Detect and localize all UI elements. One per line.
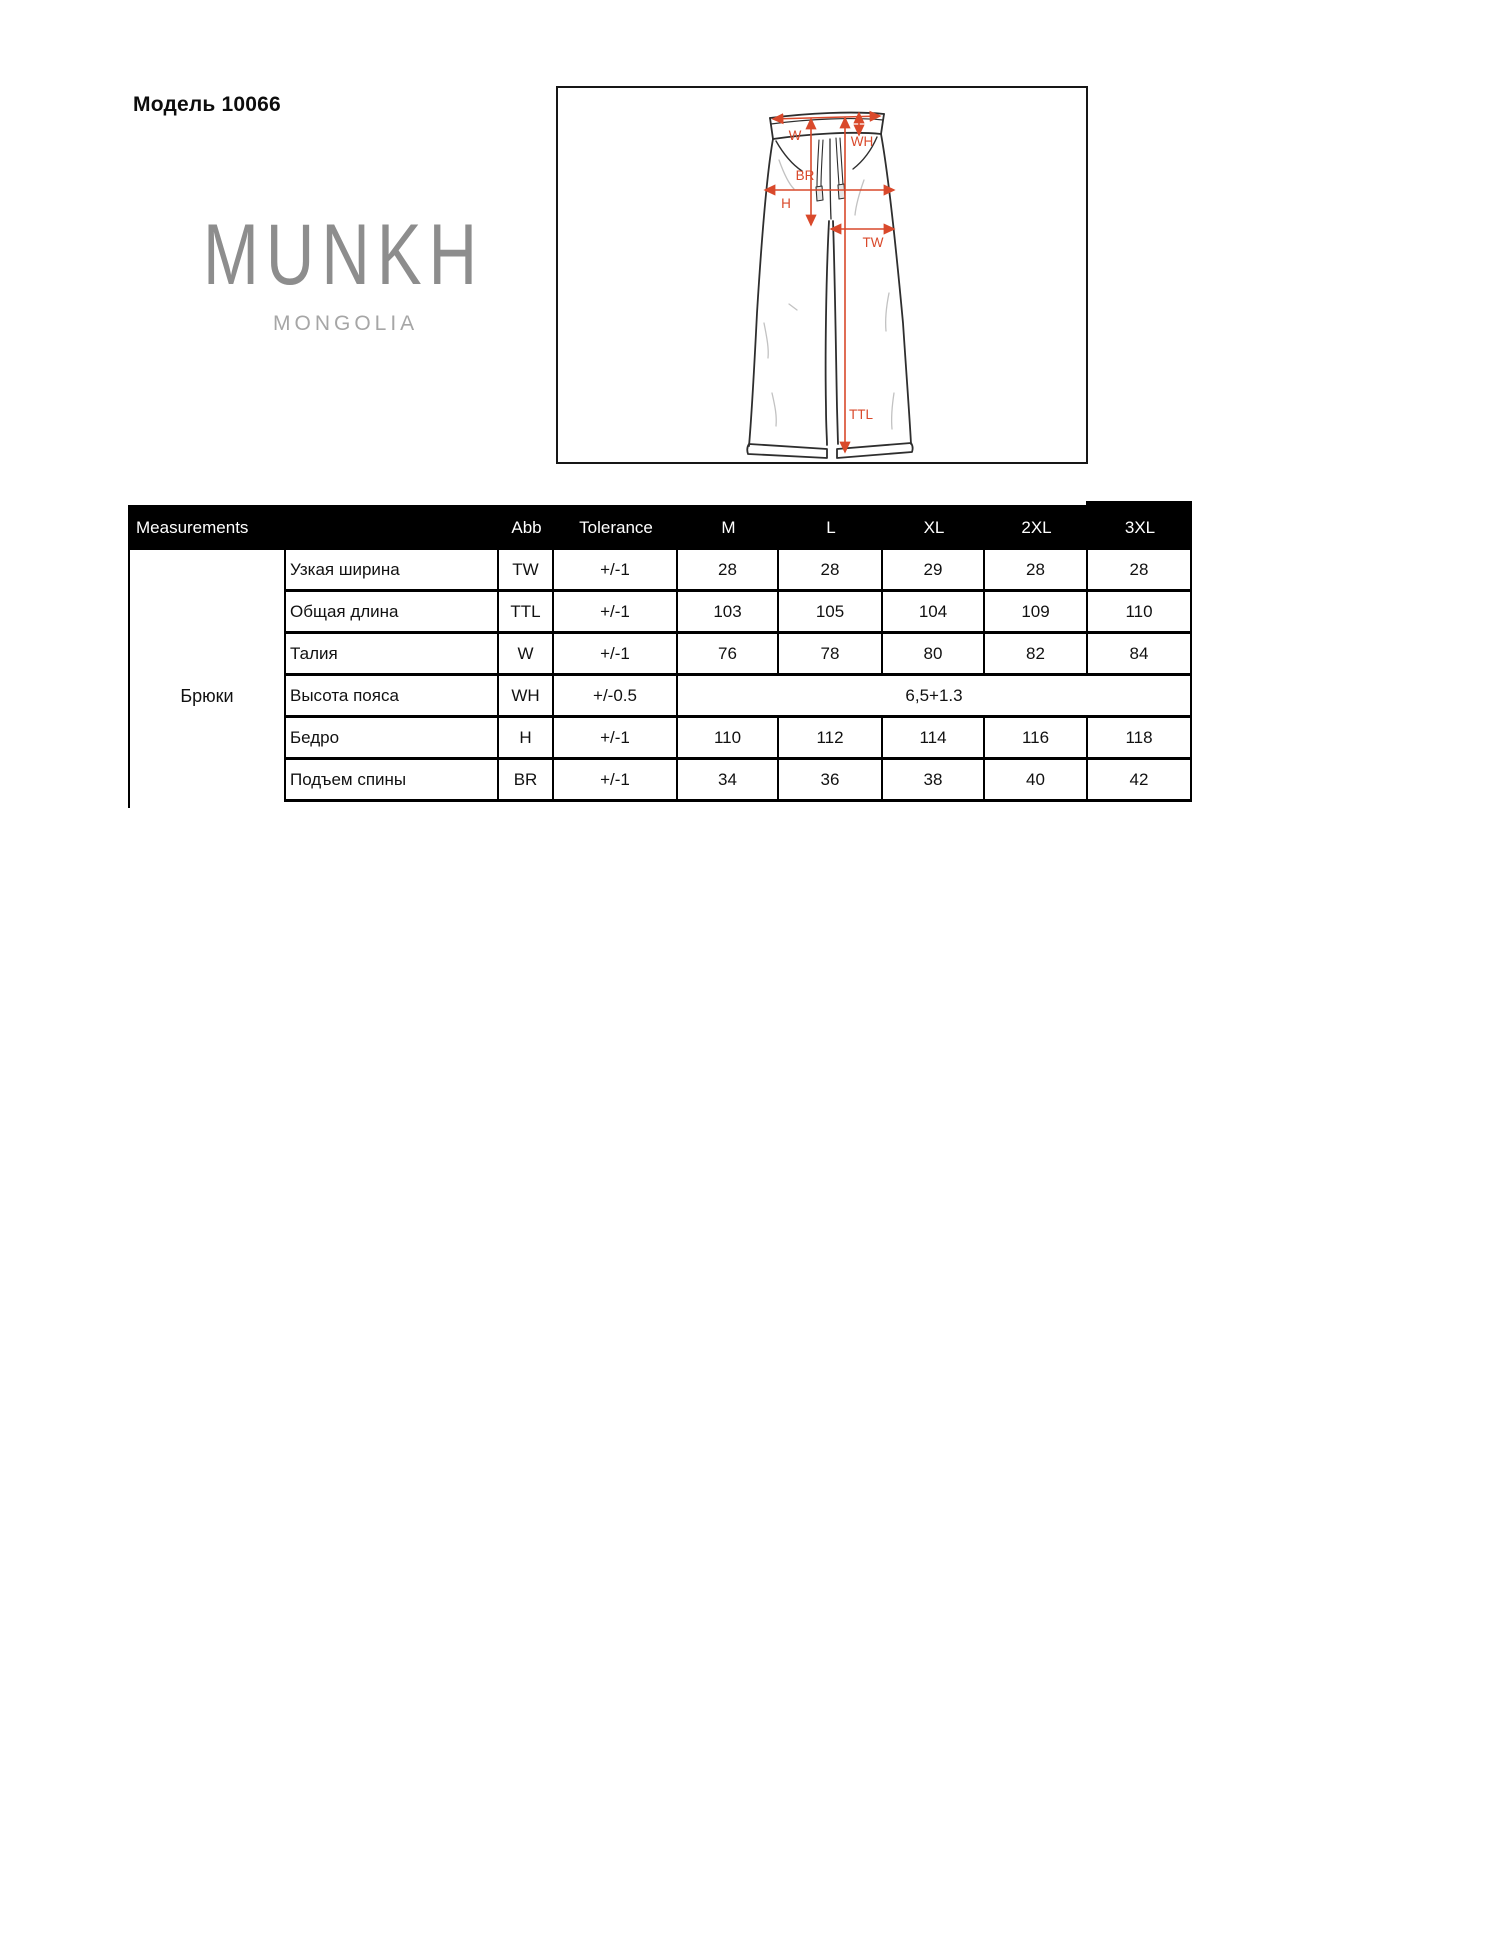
pants-sketch bbox=[558, 88, 1086, 462]
label-w: W bbox=[788, 128, 802, 143]
col-header-size-3xl: 3XL bbox=[1088, 505, 1192, 550]
measurement-tolerance: +/-1 bbox=[554, 550, 678, 592]
col-header-abb: Abb bbox=[511, 517, 542, 537]
label-h: H bbox=[781, 196, 791, 211]
measurement-tolerance: +/-1 bbox=[554, 760, 678, 802]
measurement-name: Узкая ширина bbox=[284, 550, 499, 592]
value-l: 112 bbox=[779, 718, 883, 760]
value-m: 34 bbox=[678, 760, 779, 802]
table-row bbox=[284, 634, 1192, 676]
table-row bbox=[284, 760, 1192, 802]
size-table bbox=[128, 505, 1192, 802]
col-header-size-xl: XL bbox=[923, 517, 945, 537]
label-wh: WH bbox=[850, 134, 874, 149]
brand-subtitle: MONGOLIA bbox=[273, 312, 419, 335]
pants-outline bbox=[747, 113, 912, 458]
col-header-tolerance: Tolerance bbox=[579, 517, 653, 537]
value-l: 105 bbox=[779, 592, 883, 634]
measurement-abb: TTL bbox=[499, 592, 554, 634]
measurement-name: Высота пояса bbox=[284, 676, 499, 718]
value-m: 103 bbox=[678, 592, 779, 634]
table-row bbox=[284, 592, 1192, 634]
measurement-tolerance: +/-1 bbox=[554, 634, 678, 676]
value-2xl: 116 bbox=[985, 718, 1088, 760]
measurement-tolerance: +/-1 bbox=[554, 718, 678, 760]
label-tw: TW bbox=[862, 235, 884, 250]
col-header-size-m: M bbox=[721, 517, 736, 537]
table-row bbox=[284, 550, 1192, 592]
table-row bbox=[284, 676, 1192, 718]
col-header-size-l: L bbox=[826, 517, 836, 537]
measurement-abb: H bbox=[499, 718, 554, 760]
measurement-abb: W bbox=[499, 634, 554, 676]
label-ttl: TTL bbox=[848, 407, 874, 422]
measurement-tolerance: +/-0.5 bbox=[554, 676, 678, 718]
measurement-labels bbox=[781, 128, 884, 422]
page-title: Модель 10066 bbox=[133, 93, 281, 116]
value-m: 110 bbox=[678, 718, 779, 760]
measurement-name: Подъем спины bbox=[284, 760, 499, 802]
value-xl: 38 bbox=[883, 760, 985, 802]
value-3xl: 28 bbox=[1088, 550, 1192, 592]
value-l: 36 bbox=[779, 760, 883, 802]
value-l: 78 bbox=[779, 634, 883, 676]
measurement-name: Талия bbox=[284, 634, 499, 676]
table-header-row bbox=[128, 505, 1192, 550]
value-l: 28 bbox=[779, 550, 883, 592]
measurement-name: Бедро bbox=[284, 718, 499, 760]
value-xl: 104 bbox=[883, 592, 985, 634]
label-br: BR bbox=[795, 168, 815, 183]
value-2xl: 40 bbox=[985, 760, 1088, 802]
value-xl: 114 bbox=[883, 718, 985, 760]
value-m: 28 bbox=[678, 550, 779, 592]
measurement-abb: TW bbox=[499, 550, 554, 592]
value-3xl: 118 bbox=[1088, 718, 1192, 760]
value-2xl: 28 bbox=[985, 550, 1088, 592]
value-2xl: 109 bbox=[985, 592, 1088, 634]
col-header-measurements: Measurements bbox=[136, 517, 249, 537]
group-label: Брюки bbox=[128, 550, 284, 802]
measurement-abb: WH bbox=[499, 676, 554, 718]
value-3xl: 84 bbox=[1088, 634, 1192, 676]
brand-name: MUNKH bbox=[203, 207, 485, 303]
measurement-tolerance: +/-1 bbox=[554, 592, 678, 634]
value-m: 76 bbox=[678, 634, 779, 676]
merged-value: 6,5+1.3 bbox=[678, 676, 1192, 718]
pants-measurement-diagram bbox=[556, 86, 1088, 464]
measurement-name: Общая длина bbox=[284, 592, 499, 634]
value-3xl: 110 bbox=[1088, 592, 1192, 634]
value-3xl: 42 bbox=[1088, 760, 1192, 802]
value-xl: 80 bbox=[883, 634, 985, 676]
value-2xl: 82 bbox=[985, 634, 1088, 676]
value-xl: 29 bbox=[883, 550, 985, 592]
table-row bbox=[284, 718, 1192, 760]
col-header-size-2xl: 2XL bbox=[1021, 517, 1052, 537]
measurement-abb: BR bbox=[499, 760, 554, 802]
